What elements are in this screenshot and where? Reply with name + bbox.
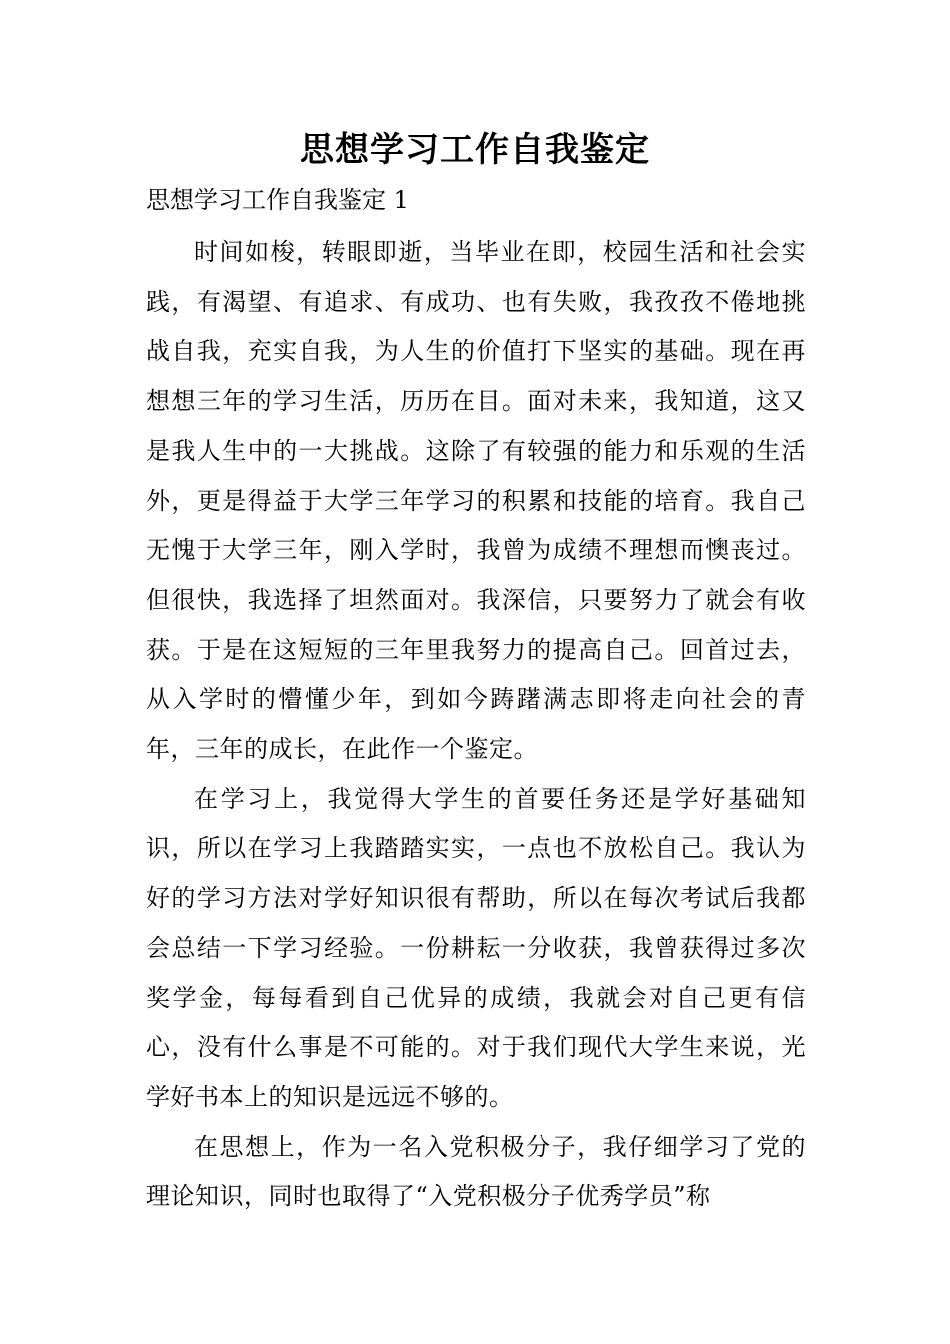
paragraph-3: 在思想上，作为一名入党积极分子，我仔细学习了党的理论知识，同时也取得了“入党积极分子优秀学员”称 [146,1132,806,1211]
document-title: 思想学习工作自我鉴定 [300,130,650,170]
document-body [146,228,806,1222]
paragraph-1: 时间如梭，转眼即逝，当毕业在即，校园生活和社会实践，有渴望、有追求、有成功、也有失败，我孜孜不倦地挑战自我，充实自我，为人生的价值打下坚实的基础。现在再想想三年的学习生活，历历在目。面对未来，我知道，这又是我人生中的一大挑战。这除了有较强的能力和乐观的生活外，更是得益于大学三年学习的积累和技能的培育。我自己无愧于大学三年，刚入学时，我曾为成绩不理想而懊丧过。但很快，我选择了坦然面对。我深信，只要努力了就会有收获。于是在这短短的三年里我努力的提高自己。回首过去，从入学时的懵懂少年，到如今踌躇满志即将走向社会的青年，三年的成长，在此作一个鉴定。 [146,238,806,764]
paragraph-2: 在学习上，我觉得大学生的首要任务还是学好基础知识，所以在学习上我踏踏实实，一点也不放松自己。我认为好的学习方法对学好知识很有帮助，所以在每次考试后我都会总结一下学习经验。一份耕耘一分收获，我曾获得过多次奖学金，每每看到自己优异的成绩，我就会对自己更有信心，没有什么事是不可能的。对于我们现代大学生来说，光学好书本上的知识是远远不够的。 [146,784,806,1111]
section-heading: 思想学习工作自我鉴定 1 [146,186,409,214]
